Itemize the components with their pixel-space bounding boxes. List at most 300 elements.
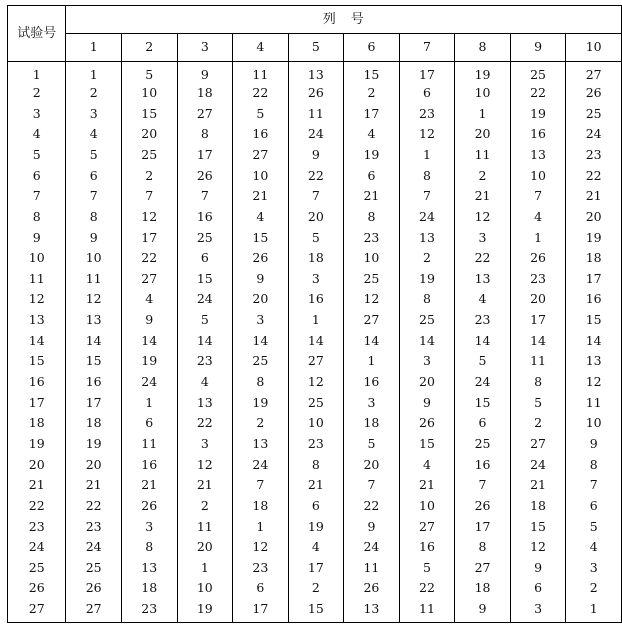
- table-row: [8, 434, 622, 455]
- table-cell: 5: [66, 145, 122, 166]
- table-cell: 9: [455, 599, 511, 622]
- table-cell: 23: [121, 599, 177, 622]
- table-cell: 15: [510, 516, 566, 537]
- column-number-8: 8: [455, 34, 511, 62]
- table-cell: 7: [344, 475, 400, 496]
- table-cell: 12: [399, 124, 455, 145]
- table-cell: 8: [177, 124, 233, 145]
- table-row: [8, 455, 622, 476]
- table-cell: 16: [399, 537, 455, 558]
- table-cell: 9: [121, 310, 177, 331]
- trial-number-cell: 23: [8, 516, 66, 537]
- table-cell: 1: [288, 310, 344, 331]
- table-cell: 12: [566, 372, 622, 393]
- table-cell: 23: [455, 310, 511, 331]
- table-cell: 22: [399, 578, 455, 599]
- table-cell: 16: [510, 124, 566, 145]
- table-cell: 7: [455, 475, 511, 496]
- table-cell: 27: [344, 310, 400, 331]
- table-cell: 12: [510, 537, 566, 558]
- trial-number-cell: 4: [8, 124, 66, 145]
- table-cell: 27: [177, 104, 233, 125]
- table-cell: 1: [566, 599, 622, 622]
- table-cell: 5: [233, 104, 289, 125]
- table-cell: 21: [510, 475, 566, 496]
- table-cell: 23: [66, 516, 122, 537]
- table-cell: 13: [66, 310, 122, 331]
- table-cell: 23: [288, 434, 344, 455]
- table-cell: 19: [121, 351, 177, 372]
- table-cell: 20: [344, 455, 400, 476]
- table-row: [8, 166, 622, 187]
- table-cell: 22: [344, 496, 400, 517]
- table-cell: 21: [66, 475, 122, 496]
- table-cell: 21: [455, 186, 511, 207]
- table-cell: 20: [233, 289, 289, 310]
- table-cell: 1: [121, 393, 177, 414]
- table-cell: 11: [455, 145, 511, 166]
- table-cell: 26: [121, 496, 177, 517]
- table-cell: 17: [344, 104, 400, 125]
- table-cell: 23: [510, 269, 566, 290]
- table-cell: 22: [177, 413, 233, 434]
- table-cell: 20: [566, 207, 622, 228]
- table-cell: 14: [510, 331, 566, 352]
- table-cell: 23: [233, 558, 289, 579]
- table-cell: 8: [66, 207, 122, 228]
- table-cell: 3: [344, 393, 400, 414]
- table-cell: 17: [399, 62, 455, 84]
- table-cell: 9: [288, 145, 344, 166]
- table-cell: 6: [288, 496, 344, 517]
- column-number-5: 5: [288, 34, 344, 62]
- table-cell: 8: [510, 372, 566, 393]
- table-cell: 18: [121, 578, 177, 599]
- table-cell: 10: [288, 413, 344, 434]
- table-cell: 4: [177, 372, 233, 393]
- table-row: [8, 104, 622, 125]
- trial-number-cell: 7: [8, 186, 66, 207]
- table-cell: 17: [288, 558, 344, 579]
- table-cell: 26: [344, 578, 400, 599]
- table-cell: 20: [177, 537, 233, 558]
- table-cell: 15: [566, 310, 622, 331]
- table-cell: 14: [177, 331, 233, 352]
- table-cell: 24: [510, 455, 566, 476]
- table-cell: 12: [177, 455, 233, 476]
- table-cell: 19: [510, 104, 566, 125]
- trial-number-cell: 14: [8, 331, 66, 352]
- table-cell: 5: [510, 393, 566, 414]
- trial-number-cell: 3: [8, 104, 66, 125]
- table-cell: 3: [66, 104, 122, 125]
- table-cell: 3: [288, 269, 344, 290]
- table-cell: 20: [510, 289, 566, 310]
- table-cell: 9: [399, 393, 455, 414]
- table-cell: 2: [177, 496, 233, 517]
- table-cell: 12: [233, 537, 289, 558]
- table-cell: 10: [121, 83, 177, 104]
- table-cell: 14: [121, 331, 177, 352]
- table-row: [8, 393, 622, 414]
- table-cell: 22: [233, 83, 289, 104]
- table-cell: 24: [455, 372, 511, 393]
- table-cell: 18: [566, 248, 622, 269]
- table-cell: 16: [566, 289, 622, 310]
- table-cell: 1: [177, 558, 233, 579]
- column-number-6: 6: [344, 34, 400, 62]
- table-cell: 20: [399, 372, 455, 393]
- table-cell: 15: [455, 393, 511, 414]
- trial-number-cell: 24: [8, 537, 66, 558]
- table-cell: 19: [399, 269, 455, 290]
- table-cell: 5: [455, 351, 511, 372]
- table-cell: 22: [288, 166, 344, 187]
- table-cell: 16: [177, 207, 233, 228]
- table-cell: 21: [344, 186, 400, 207]
- table-cell: 6: [566, 496, 622, 517]
- table-cell: 22: [566, 166, 622, 187]
- table-cell: 14: [399, 331, 455, 352]
- table-cell: 2: [233, 413, 289, 434]
- trial-number-cell: 12: [8, 289, 66, 310]
- table-cell: 6: [455, 413, 511, 434]
- table-cell: 20: [288, 207, 344, 228]
- table-cell: 15: [177, 269, 233, 290]
- table-cell: 3: [233, 310, 289, 331]
- trial-number-cell: 2: [8, 83, 66, 104]
- table-cell: 7: [121, 186, 177, 207]
- table-cell: 1: [233, 516, 289, 537]
- table-row: [8, 227, 622, 248]
- table-cell: 2: [399, 248, 455, 269]
- table-row: [8, 124, 622, 145]
- column-number-10: 10: [566, 34, 622, 62]
- table-cell: 16: [233, 124, 289, 145]
- table-cell: 3: [121, 516, 177, 537]
- trial-number-header: 试验号: [8, 6, 66, 62]
- table-cell: 6: [233, 578, 289, 599]
- table-cell: 18: [288, 248, 344, 269]
- table-cell: 5: [177, 310, 233, 331]
- table-row: [8, 413, 622, 434]
- table-cell: 20: [121, 124, 177, 145]
- table-row: [8, 516, 622, 537]
- table-row: [8, 537, 622, 558]
- table-cell: 19: [177, 599, 233, 622]
- table-cell: 17: [66, 393, 122, 414]
- table-cell: 3: [177, 434, 233, 455]
- table-cell: 22: [66, 496, 122, 517]
- table-cell: 27: [233, 145, 289, 166]
- table-cell: 25: [399, 310, 455, 331]
- table-cell: 20: [66, 455, 122, 476]
- table-cell: 8: [566, 455, 622, 476]
- table-cell: 25: [66, 558, 122, 579]
- table-cell: 10: [399, 496, 455, 517]
- trial-number-cell: 21: [8, 475, 66, 496]
- trial-number-cell: 8: [8, 207, 66, 228]
- table-cell: 9: [66, 227, 122, 248]
- table-cell: 21: [566, 186, 622, 207]
- table-cell: 26: [66, 578, 122, 599]
- table-cell: 17: [510, 310, 566, 331]
- table-cell: 5: [566, 516, 622, 537]
- trial-number-cell: 26: [8, 578, 66, 599]
- table-cell: 13: [399, 227, 455, 248]
- table-cell: 5: [399, 558, 455, 579]
- table-cell: 16: [455, 455, 511, 476]
- table-cell: 25: [121, 145, 177, 166]
- trial-number-cell: 5: [8, 145, 66, 166]
- table-cell: 25: [566, 104, 622, 125]
- table-cell: 1: [344, 351, 400, 372]
- column-number-3: 3: [177, 34, 233, 62]
- table-cell: 12: [121, 207, 177, 228]
- table-cell: 24: [121, 372, 177, 393]
- table-row: [8, 372, 622, 393]
- table-cell: 25: [288, 393, 344, 414]
- table-row: [8, 578, 622, 599]
- column-number-header: 列 号: [66, 6, 622, 34]
- table-cell: 17: [121, 227, 177, 248]
- table-cell: 11: [399, 599, 455, 622]
- table-cell: 22: [455, 248, 511, 269]
- table-cell: 26: [177, 166, 233, 187]
- table-cell: 27: [510, 434, 566, 455]
- table-cell: 5: [121, 62, 177, 84]
- table-cell: 23: [344, 227, 400, 248]
- column-number-1: 1: [66, 34, 122, 62]
- table-row: [8, 186, 622, 207]
- table-cell: 4: [288, 537, 344, 558]
- table-cell: 21: [177, 475, 233, 496]
- table-cell: 8: [288, 455, 344, 476]
- table-cell: 18: [344, 413, 400, 434]
- trial-number-cell: 15: [8, 351, 66, 372]
- table-cell: 4: [399, 455, 455, 476]
- table-row: [8, 351, 622, 372]
- table-cell: 19: [288, 516, 344, 537]
- table-cell: 18: [66, 413, 122, 434]
- table-cell: 25: [344, 269, 400, 290]
- table-cell: 1: [510, 227, 566, 248]
- table-row: [8, 331, 622, 352]
- table-cell: 10: [66, 248, 122, 269]
- trial-number-cell: 6: [8, 166, 66, 187]
- table-cell: 3: [566, 558, 622, 579]
- table-cell: 14: [344, 331, 400, 352]
- table-cell: 7: [510, 186, 566, 207]
- table-cell: 19: [566, 227, 622, 248]
- table-cell: 18: [233, 496, 289, 517]
- table-cell: 13: [177, 393, 233, 414]
- table-cell: 25: [510, 62, 566, 84]
- table-cell: 13: [344, 599, 400, 622]
- table-cell: 8: [399, 166, 455, 187]
- trial-number-cell: 11: [8, 269, 66, 290]
- table-cell: 5: [344, 434, 400, 455]
- table-row: [8, 475, 622, 496]
- table-cell: 6: [399, 83, 455, 104]
- table-cell: 17: [177, 145, 233, 166]
- table-row: [8, 83, 622, 104]
- table-cell: 12: [344, 289, 400, 310]
- table-cell: 13: [455, 269, 511, 290]
- table-cell: 1: [455, 104, 511, 125]
- table-cell: 6: [177, 248, 233, 269]
- table-cell: 13: [566, 351, 622, 372]
- table-cell: 4: [66, 124, 122, 145]
- table-row: [8, 207, 622, 228]
- table-cell: 10: [177, 578, 233, 599]
- table-cell: 9: [566, 434, 622, 455]
- table-cell: 11: [233, 62, 289, 84]
- table-row: [8, 599, 622, 622]
- table-cell: 4: [233, 207, 289, 228]
- table-cell: 26: [399, 413, 455, 434]
- table-cell: 21: [121, 475, 177, 496]
- trial-number-cell: 19: [8, 434, 66, 455]
- table-cell: 4: [510, 207, 566, 228]
- table-cell: 15: [233, 227, 289, 248]
- table-cell: 17: [566, 269, 622, 290]
- column-number-4: 4: [233, 34, 289, 62]
- table-cell: 2: [566, 578, 622, 599]
- table-cell: 18: [455, 578, 511, 599]
- table-cell: 24: [566, 124, 622, 145]
- table-cell: 11: [66, 269, 122, 290]
- trial-number-cell: 10: [8, 248, 66, 269]
- table-cell: 15: [288, 599, 344, 622]
- table-cell: 24: [233, 455, 289, 476]
- table-row: [8, 248, 622, 269]
- table-cell: 4: [344, 124, 400, 145]
- table-cell: 1: [399, 145, 455, 166]
- table-cell: 11: [566, 393, 622, 414]
- table-cell: 14: [66, 331, 122, 352]
- table-cell: 15: [66, 351, 122, 372]
- trial-number-cell: 1: [8, 62, 66, 84]
- table-cell: 19: [455, 62, 511, 84]
- table-cell: 10: [510, 166, 566, 187]
- table-cell: 16: [121, 455, 177, 476]
- table-cell: 22: [510, 83, 566, 104]
- table-cell: 10: [566, 413, 622, 434]
- table-cell: 11: [510, 351, 566, 372]
- table-row: [8, 289, 622, 310]
- table-cell: 14: [566, 331, 622, 352]
- table-body: [8, 62, 622, 623]
- table-cell: 11: [121, 434, 177, 455]
- table-row: [8, 310, 622, 331]
- table-cell: 23: [177, 351, 233, 372]
- trial-number-cell: 27: [8, 599, 66, 622]
- table-cell: 24: [344, 537, 400, 558]
- column-number-2: 2: [121, 34, 177, 62]
- table-cell: 6: [121, 413, 177, 434]
- table-cell: 12: [455, 207, 511, 228]
- table-cell: 7: [399, 186, 455, 207]
- table-cell: 18: [177, 83, 233, 104]
- table-row: [8, 269, 622, 290]
- table-cell: 12: [288, 372, 344, 393]
- table-cell: 13: [288, 62, 344, 84]
- table-cell: 23: [399, 104, 455, 125]
- table-cell: 27: [121, 269, 177, 290]
- trial-number-cell: 18: [8, 413, 66, 434]
- table-cell: 25: [455, 434, 511, 455]
- table-cell: 27: [566, 62, 622, 84]
- column-number-7: 7: [399, 34, 455, 62]
- table-cell: 7: [566, 475, 622, 496]
- table-cell: 27: [288, 351, 344, 372]
- table-cell: 17: [233, 599, 289, 622]
- table-cell: 13: [121, 558, 177, 579]
- table-cell: 10: [344, 248, 400, 269]
- table-cell: 12: [66, 289, 122, 310]
- table-cell: 9: [344, 516, 400, 537]
- table-cell: 20: [455, 124, 511, 145]
- table-cell: 15: [399, 434, 455, 455]
- table-cell: 7: [66, 186, 122, 207]
- table-cell: 11: [288, 104, 344, 125]
- table-cell: 6: [66, 166, 122, 187]
- table-cell: 8: [121, 537, 177, 558]
- table-cell: 2: [288, 578, 344, 599]
- table-cell: 10: [455, 83, 511, 104]
- table-cell: 7: [233, 475, 289, 496]
- table-cell: 6: [344, 166, 400, 187]
- column-number-9: 9: [510, 34, 566, 62]
- table-cell: 2: [455, 166, 511, 187]
- table-cell: 25: [233, 351, 289, 372]
- table-cell: 9: [233, 269, 289, 290]
- table-cell: 9: [510, 558, 566, 579]
- table-cell: 8: [233, 372, 289, 393]
- table-cell: 3: [510, 599, 566, 622]
- table-cell: 16: [344, 372, 400, 393]
- table-cell: 5: [288, 227, 344, 248]
- table-row: [8, 62, 622, 84]
- table-cell: 8: [344, 207, 400, 228]
- table-cell: 11: [177, 516, 233, 537]
- table-cell: 26: [288, 83, 344, 104]
- table-cell: 15: [344, 62, 400, 84]
- table-cell: 25: [177, 227, 233, 248]
- trial-number-cell: 17: [8, 393, 66, 414]
- table-cell: 16: [288, 289, 344, 310]
- table-cell: 13: [510, 145, 566, 166]
- table-cell: 19: [66, 434, 122, 455]
- trial-number-cell: 22: [8, 496, 66, 517]
- table-cell: 18: [510, 496, 566, 517]
- table-cell: 11: [344, 558, 400, 579]
- header-row-top: [8, 6, 622, 34]
- table-cell: 2: [510, 413, 566, 434]
- table-cell: 4: [566, 537, 622, 558]
- table-cell: 27: [399, 516, 455, 537]
- table-cell: 8: [399, 289, 455, 310]
- table-row: [8, 496, 622, 517]
- table-cell: 24: [66, 537, 122, 558]
- table-cell: 26: [566, 83, 622, 104]
- table-cell: 4: [455, 289, 511, 310]
- table-cell: 8: [455, 537, 511, 558]
- uniform-design-table-container: [7, 5, 622, 623]
- table-cell: 2: [66, 83, 122, 104]
- table-cell: 14: [233, 331, 289, 352]
